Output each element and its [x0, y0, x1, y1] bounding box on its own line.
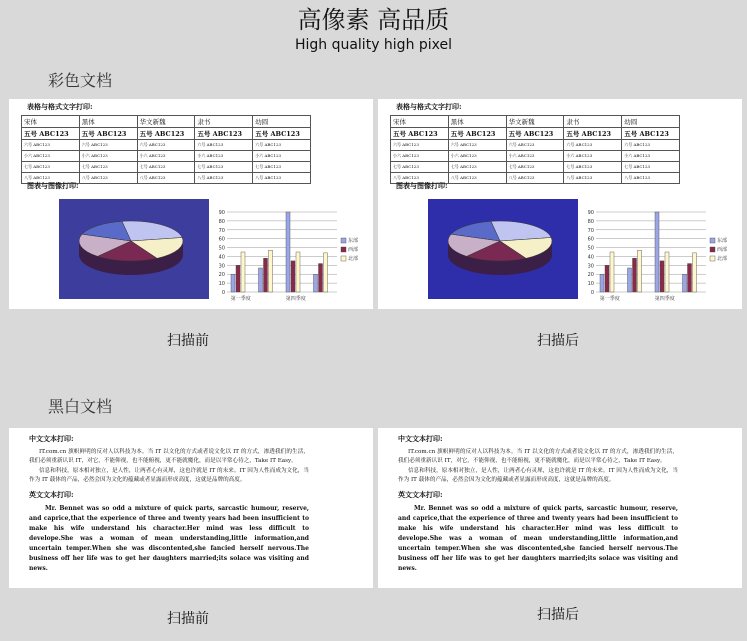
- bar: [683, 274, 687, 292]
- font-sample-table: [390, 115, 680, 184]
- bar: [296, 252, 300, 292]
- table-cell: 小六 ABC123: [391, 151, 449, 162]
- bar: [314, 274, 318, 292]
- legend-swatch: [341, 247, 346, 252]
- table-cell: 八号 ABC123: [391, 173, 449, 184]
- table-cell: 隶书: [564, 116, 622, 128]
- y-tick-label: 40: [218, 254, 225, 261]
- bar: [693, 253, 697, 292]
- table-cell: 八号 ABC123: [137, 173, 195, 184]
- table-cell: 六号 ABC123: [622, 140, 680, 151]
- y-tick-label: 30: [218, 263, 225, 270]
- pie-chart-image: [428, 199, 578, 299]
- table-cell: 宋体: [22, 116, 80, 128]
- bar: [665, 252, 669, 292]
- bar: [319, 264, 323, 292]
- table-cell: 小六 ABC123: [253, 151, 311, 162]
- bw-doc-before: [9, 428, 373, 588]
- caption-bw-before: 扫描前: [167, 611, 209, 627]
- pie-chart-image: [59, 199, 209, 299]
- section-color-docs: 彩色文档: [48, 71, 113, 90]
- bar: [600, 274, 604, 292]
- table-row: [391, 128, 680, 140]
- table-cell: 七号 ABC123: [448, 162, 506, 173]
- legend-label: 西部: [348, 247, 359, 253]
- color-doc-before: [9, 99, 373, 309]
- y-tick-label: 70: [218, 227, 225, 234]
- table-cell: 华文新魏: [506, 116, 564, 128]
- y-tick-label: 80: [218, 218, 225, 225]
- table-cell: 幼圆: [622, 116, 680, 128]
- table-cell: 五号 ABC123: [22, 128, 80, 140]
- legend-swatch: [710, 247, 715, 252]
- table-cell: 五号 ABC123: [137, 128, 195, 140]
- table-cell: 八号 ABC123: [506, 173, 564, 184]
- table-cell: 黑体: [448, 116, 506, 128]
- en-paragraph: Mr. Bennet was so odd a mixture of quick parts, sarcastic humour, reserve, and caprice,that the experience of three and twenty years had been insufficient to make his wife understand his character.Her mind was less difficult to develope.She was a woman of mean understanding,little information,and uncertain temper.When she was discontented,she fancied herself nervous.The business off her life was to get her daughters married;its solace was visiting and news.: [29, 505, 309, 572]
- y-tick-label: 20: [587, 272, 594, 279]
- table-cell: 五号 ABC123: [195, 128, 253, 140]
- legend-label: 东部: [348, 238, 359, 244]
- cn-heading: 中文文本打印:: [398, 434, 443, 443]
- table-cell: 小六 ABC123: [195, 151, 253, 162]
- y-tick-label: 30: [587, 263, 594, 270]
- table-cell: 七号 ABC123: [195, 162, 253, 173]
- table-cell: 小六 ABC123: [79, 151, 137, 162]
- table-cell: 七号 ABC123: [22, 162, 80, 173]
- x-tick-label: 第四季度: [285, 296, 306, 302]
- table-cell: 六号 ABC123: [564, 140, 622, 151]
- table-row: [391, 162, 680, 173]
- legend-swatch: [341, 238, 346, 243]
- table-cell: 小六 ABC123: [22, 151, 80, 162]
- legend-swatch: [710, 256, 715, 261]
- caption-color-after: 扫描后: [537, 333, 579, 349]
- table-cell: 八号 ABC123: [622, 173, 680, 184]
- bar: [231, 274, 235, 292]
- table-cell: 小六 ABC123: [622, 151, 680, 162]
- table-cell: 七号 ABC123: [622, 162, 680, 173]
- table-cell: 六号 ABC123: [448, 140, 506, 151]
- table-cell: 五号 ABC123: [448, 128, 506, 140]
- legend-swatch: [341, 256, 346, 261]
- table-row: [22, 116, 311, 128]
- en-heading: 英文文本打印:: [29, 490, 74, 499]
- y-tick-label: 70: [587, 227, 594, 234]
- cn-heading: 中文文本打印:: [29, 434, 74, 443]
- section-bw-docs: 黑白文档: [48, 397, 113, 416]
- bar-chart: [576, 207, 726, 312]
- y-tick-label: 20: [218, 272, 225, 279]
- bw-doc-after: [378, 428, 742, 588]
- cn-paragraph: 信息和科技，原本相对独立，是人性，让两者心有灵犀，这也许就是 IT 的未来。IT 因为人性而成为文化，当作为 IT 载体的产品，必然会因为文化的蕴藏或者显露而形成高度，这就是品牌的高度。: [398, 468, 678, 483]
- table-cell: 八号 ABC123: [79, 173, 137, 184]
- bar: [236, 265, 240, 292]
- y-tick-label: 90: [218, 210, 225, 216]
- table-cell: 五号 ABC123: [391, 128, 449, 140]
- y-tick-label: 50: [587, 245, 594, 252]
- table-cell: 华文新魏: [137, 116, 195, 128]
- legend-label: 西部: [717, 247, 728, 253]
- table-cell: 七号 ABC123: [137, 162, 195, 173]
- table-cell: 七号 ABC123: [79, 162, 137, 173]
- table-cell: 小六 ABC123: [506, 151, 564, 162]
- bar: [286, 212, 290, 292]
- table-cell: 六号 ABC123: [391, 140, 449, 151]
- table-cell: 小六 ABC123: [137, 151, 195, 162]
- table-cell: 幼圆: [253, 116, 311, 128]
- caption-color-before: 扫描前: [167, 333, 209, 349]
- table-row: [391, 151, 680, 162]
- cn-paragraph: 信息和科技，原本相对独立，是人性，让两者心有灵犀，这也许就是 IT 的未来。IT 因为人性而成为文化，当作为 IT 载体的产品，必然会因为文化的蕴藏或者显露而形成高度，这就是品牌的高度。: [29, 468, 309, 483]
- table-heading: 表格与格式文字打印:: [27, 102, 93, 111]
- y-tick-label: 60: [218, 236, 225, 243]
- table-cell: 七号 ABC123: [391, 162, 449, 173]
- table-cell: 八号 ABC123: [195, 173, 253, 184]
- table-cell: 八号 ABC123: [448, 173, 506, 184]
- table-row: [391, 140, 680, 151]
- color-doc-after: [378, 99, 742, 309]
- table-row: [391, 116, 680, 128]
- y-tick-label: 50: [218, 245, 225, 252]
- table-cell: 五号 ABC123: [564, 128, 622, 140]
- table-row: [22, 162, 311, 173]
- page-subtitle: High quality high pixel: [294, 37, 453, 53]
- y-tick-label: 0: [590, 290, 594, 296]
- bar: [633, 258, 637, 292]
- table-cell: 八号 ABC123: [253, 173, 311, 184]
- bar-chart: [207, 207, 357, 312]
- bar: [605, 265, 609, 292]
- legend-label: 北部: [348, 256, 359, 262]
- table-row: [22, 140, 311, 151]
- table-cell: 六号 ABC123: [506, 140, 564, 151]
- y-tick-label: 10: [218, 281, 225, 288]
- table-cell: 八号 ABC123: [564, 173, 622, 184]
- y-tick-label: 90: [587, 210, 594, 216]
- x-tick-label: 第一季度: [599, 296, 620, 302]
- table-cell: 小六 ABC123: [564, 151, 622, 162]
- bar: [241, 252, 245, 292]
- table-row: [22, 128, 311, 140]
- legend-label: 北部: [717, 256, 728, 262]
- y-tick-label: 80: [587, 218, 594, 225]
- table-cell: 小六 ABC123: [448, 151, 506, 162]
- chart-heading: 图表与图像打印:: [396, 181, 448, 190]
- bar: [688, 264, 692, 292]
- legend-swatch: [710, 238, 715, 243]
- caption-bw-after: 扫描后: [537, 607, 579, 623]
- y-tick-label: 40: [587, 254, 594, 261]
- table-cell: 五号 ABC123: [506, 128, 564, 140]
- y-tick-label: 10: [587, 281, 594, 288]
- table-cell: 六号 ABC123: [137, 140, 195, 151]
- bar: [610, 252, 614, 292]
- bar: [264, 258, 268, 292]
- table-cell: 宋体: [391, 116, 449, 128]
- table-cell: 七号 ABC123: [564, 162, 622, 173]
- table-cell: 七号 ABC123: [253, 162, 311, 173]
- cn-paragraph: IT.com.cn 旗帜鲜明的反对人以科技为本。当 IT 以文化的方式或者说文化以 IT 的方式，渗透我们的生活，我们必须重新认识 IT，对它，不能仰视，也不能俯视，更不能就魔化，而是以平常心待之，Take IT Easy。: [29, 449, 309, 464]
- y-tick-label: 0: [221, 290, 225, 296]
- table-cell: 黑体: [79, 116, 137, 128]
- x-tick-label: 第四季度: [654, 296, 675, 302]
- bar: [655, 212, 659, 292]
- bar: [638, 250, 642, 292]
- table-cell: 五号 ABC123: [79, 128, 137, 140]
- bar: [291, 261, 295, 292]
- table-cell: 八号 ABC123: [22, 173, 80, 184]
- bar: [269, 250, 273, 292]
- table-cell: 隶书: [195, 116, 253, 128]
- legend-label: 东部: [717, 238, 728, 244]
- bar: [628, 268, 632, 292]
- font-sample-table: [21, 115, 311, 184]
- cn-paragraph: IT.com.cn 旗帜鲜明的反对人以科技为本。当 IT 以文化的方式或者说文化以 IT 的方式，渗透我们的生活，我们必须重新认识 IT，对它，不能仰视，也不能俯视，更不能就魔化，而是以平常心待之，Take IT Easy。: [398, 449, 678, 464]
- table-cell: 六号 ABC123: [22, 140, 80, 151]
- bar: [324, 253, 328, 292]
- page-title: 高像素 高品质: [297, 6, 450, 34]
- table-cell: 六号 ABC123: [79, 140, 137, 151]
- table-row: [22, 151, 311, 162]
- table-cell: 五号 ABC123: [253, 128, 311, 140]
- bar: [259, 268, 263, 292]
- en-heading: 英文文本打印:: [398, 490, 443, 499]
- en-paragraph: Mr. Bennet was so odd a mixture of quick parts, sarcastic humour, reserve, and caprice,that the experience of three and twenty years had been insufficient to make his wife understand his character.Her mind was less difficult to develope.She was a woman of mean understanding,little information,and uncertain temper.When she was discontented,she fancied herself nervous.The business off her life was to get her daughters married;its solace was visiting and news.: [398, 505, 678, 572]
- chart-heading: 图表与图像打印:: [27, 181, 79, 190]
- x-tick-label: 第一季度: [230, 296, 251, 302]
- table-cell: 六号 ABC123: [195, 140, 253, 151]
- table-cell: 五号 ABC123: [622, 128, 680, 140]
- table-cell: 七号 ABC123: [506, 162, 564, 173]
- bar: [660, 261, 664, 292]
- table-heading: 表格与格式文字打印:: [396, 102, 462, 111]
- y-tick-label: 60: [587, 236, 594, 243]
- table-cell: 六号 ABC123: [253, 140, 311, 151]
